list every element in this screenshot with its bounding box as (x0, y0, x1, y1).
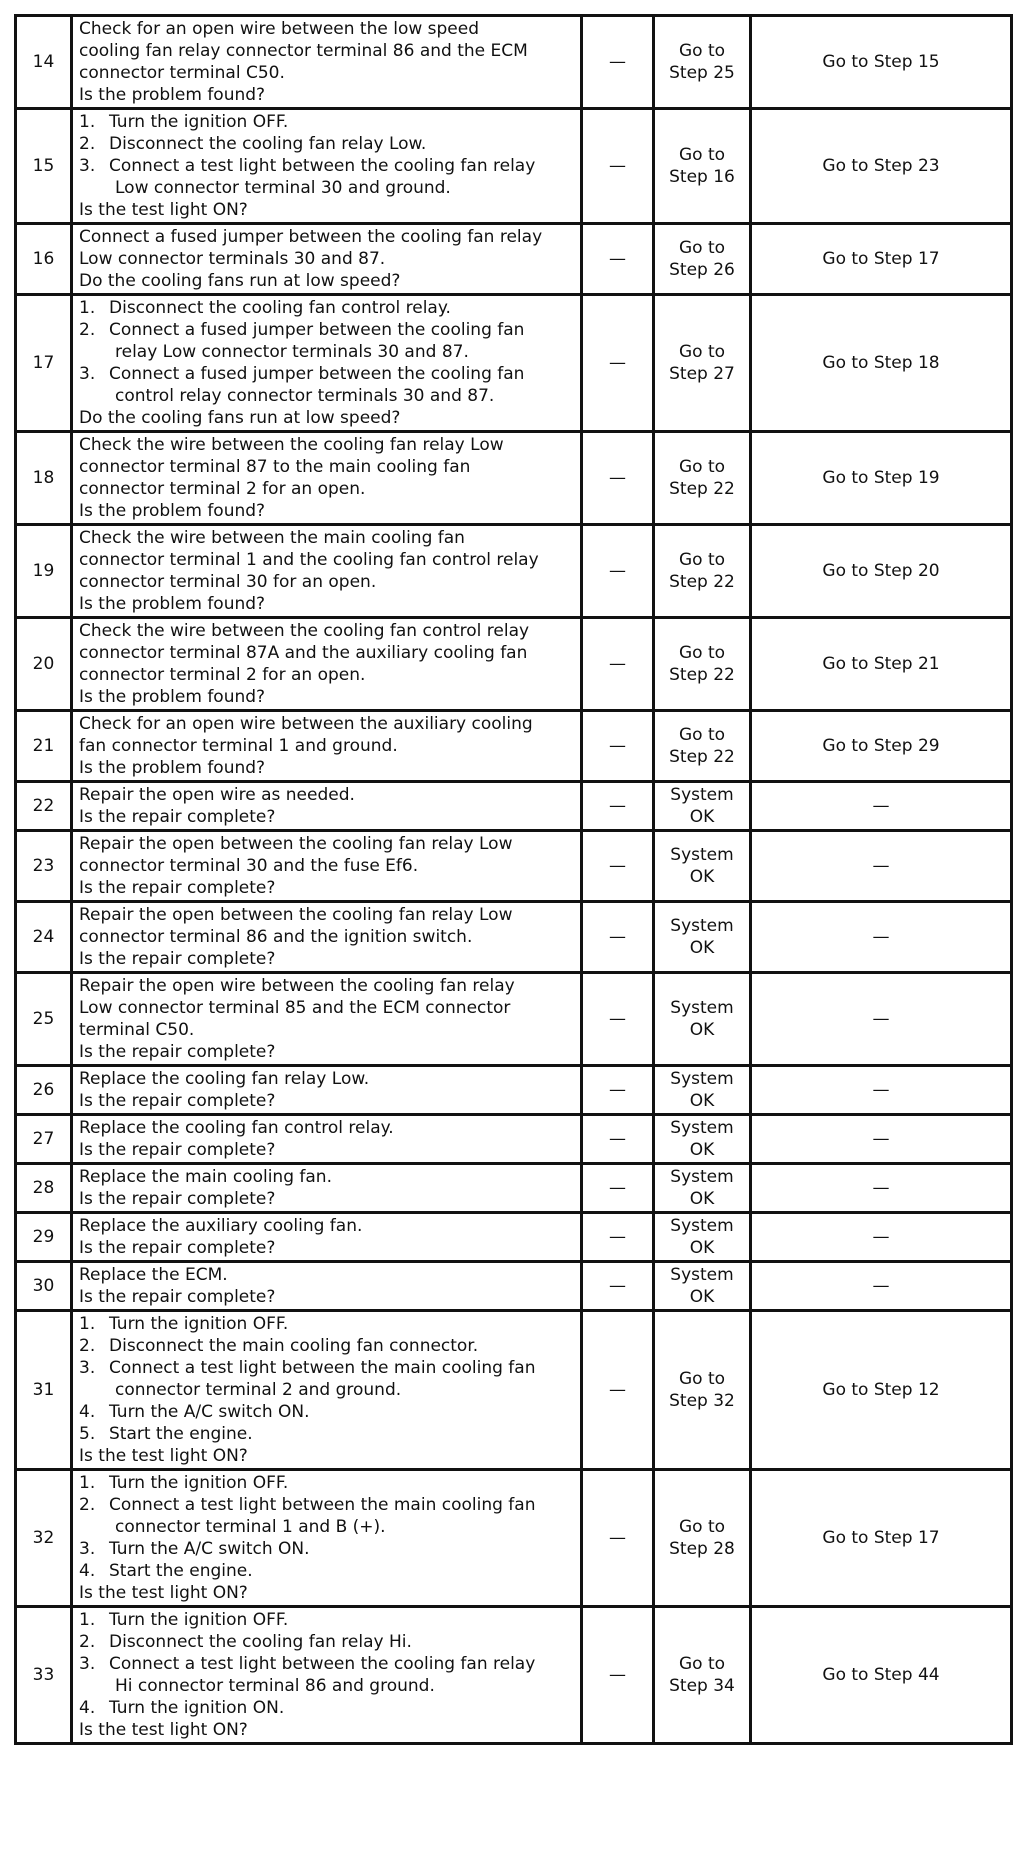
list-item-number: 1. (79, 1473, 96, 1493)
action-text-line: fan connector terminal 1 and ground. (79, 736, 398, 756)
yes-result-line: Step 32 (669, 1391, 735, 1411)
step-no-result: Go to Step 20 (751, 525, 1012, 618)
yes-result-line: Go to (678, 1654, 726, 1674)
step-value: — (582, 109, 654, 224)
table-row (16, 1311, 1012, 1470)
step-number: 26 (16, 1066, 72, 1115)
action-text-line: Replace the ECM. (79, 1265, 228, 1285)
yes-result-line: Go to (678, 1369, 726, 1389)
action-list-item (79, 1494, 576, 1516)
step-action (72, 711, 582, 782)
action-list-item (79, 1401, 576, 1423)
action-question: Do the cooling fans run at low speed? (79, 408, 401, 428)
step-yes-result (654, 432, 751, 525)
step-value: — (582, 831, 654, 902)
action-question: Is the repair complete? (79, 878, 276, 898)
action-text-line: Check the wire between the cooling fan relay Low (79, 435, 504, 455)
step-action (72, 831, 582, 902)
step-number: 16 (16, 224, 72, 295)
step-no-result: — (751, 1066, 1012, 1115)
action-text-line: connector terminal 86 and the ignition switch. (79, 927, 473, 947)
list-item-text: Start the engine. (109, 1561, 253, 1581)
yes-result-line: Step 27 (669, 364, 735, 384)
list-item-text: Connect a test light between the main cooling fan (109, 1495, 536, 1515)
step-number: 23 (16, 831, 72, 902)
list-item-number: 2. (79, 1495, 96, 1515)
list-item-text: Disconnect the cooling fan relay Hi. (109, 1632, 412, 1652)
table-row (16, 1115, 1012, 1164)
step-no-result: — (751, 1213, 1012, 1262)
action-text-line: connector terminal 1 and the cooling fan control relay (79, 550, 539, 570)
step-no-result: — (751, 831, 1012, 902)
step-value: — (582, 16, 654, 109)
action-text-line: cooling fan relay connector terminal 86 and the ECM (79, 41, 528, 61)
list-item-continuation: control relay connector terminals 30 and 87. (115, 386, 495, 406)
action-list-item (79, 1609, 576, 1631)
action-list-item (79, 297, 576, 319)
step-value: — (582, 432, 654, 525)
step-number: 28 (16, 1164, 72, 1213)
step-number: 19 (16, 525, 72, 618)
step-number: 21 (16, 711, 72, 782)
action-text-line: connector terminal 2 for an open. (79, 479, 366, 499)
action-text-line: Replace the main cooling fan. (79, 1167, 332, 1187)
list-item-continuation: Low connector terminal 30 and ground. (115, 178, 451, 198)
yes-result-line: Go to (678, 41, 726, 61)
action-question: Do the cooling fans run at low speed? (79, 271, 401, 291)
list-item-number: 2. (79, 1632, 96, 1652)
step-no-result: Go to Step 44 (751, 1607, 1012, 1744)
table-row (16, 1213, 1012, 1262)
step-action (72, 1115, 582, 1164)
yes-result-line: Step 22 (669, 572, 735, 592)
action-question: Is the test light ON? (79, 1720, 248, 1740)
list-item-number: 2. (79, 134, 96, 154)
list-item-text: Connect a test light between the cooling fan relay (109, 1654, 536, 1674)
action-list-item (79, 1472, 576, 1494)
action-question: Is the problem found? (79, 501, 266, 521)
step-no-result: Go to Step 12 (751, 1311, 1012, 1470)
list-item-number: 4. (79, 1561, 96, 1581)
step-no-result: Go to Step 19 (751, 432, 1012, 525)
step-action (72, 782, 582, 831)
step-no-result: Go to Step 15 (751, 16, 1012, 109)
action-text-line: Repair the open wire as needed. (79, 785, 355, 805)
step-action (72, 432, 582, 525)
yes-result-line: System (670, 845, 734, 865)
step-value: — (582, 973, 654, 1066)
action-question: Is the problem found? (79, 85, 266, 105)
list-item-text: Turn the A/C switch ON. (109, 1539, 310, 1559)
list-item-text: Start the engine. (109, 1424, 253, 1444)
yes-result-line: Step 34 (669, 1676, 735, 1696)
step-value: — (582, 618, 654, 711)
yes-result-line: Go to (678, 643, 726, 663)
yes-result-line: OK (689, 867, 715, 887)
step-action (72, 1066, 582, 1115)
action-text-line: connector terminal 2 for an open. (79, 665, 366, 685)
step-number: 30 (16, 1262, 72, 1311)
action-list-item (79, 1313, 576, 1335)
step-value: — (582, 902, 654, 973)
step-no-result: Go to Step 29 (751, 711, 1012, 782)
yes-result-line: System (670, 1216, 734, 1236)
action-text-line: terminal C50. (79, 1020, 195, 1040)
table-row (16, 1066, 1012, 1115)
table-row (16, 525, 1012, 618)
step-no-result: — (751, 902, 1012, 973)
list-item-text: Turn the ignition OFF. (109, 1610, 289, 1630)
list-item-text: Disconnect the cooling fan control relay. (109, 298, 451, 318)
step-yes-result (654, 16, 751, 109)
action-question: Is the repair complete? (79, 807, 276, 827)
table-row (16, 782, 1012, 831)
yes-result-line: OK (689, 1020, 715, 1040)
step-yes-result (654, 1262, 751, 1311)
step-value: — (582, 1607, 654, 1744)
yes-result-line: Step 22 (669, 747, 735, 767)
action-question: Is the problem found? (79, 687, 266, 707)
step-action (72, 1470, 582, 1607)
list-item-number: 5. (79, 1424, 96, 1444)
yes-result-line: Go to (678, 457, 726, 477)
step-yes-result (654, 902, 751, 973)
step-action (72, 1607, 582, 1744)
step-yes-result (654, 618, 751, 711)
action-text-line: Low connector terminal 85 and the ECM connector (79, 998, 511, 1018)
step-no-result: — (751, 1115, 1012, 1164)
list-item-number: 2. (79, 320, 96, 340)
action-question: Is the repair complete? (79, 1238, 276, 1258)
action-list-item (79, 1335, 576, 1357)
table-row (16, 618, 1012, 711)
action-list-item (79, 1423, 576, 1445)
step-number: 24 (16, 902, 72, 973)
yes-result-line: System (670, 1118, 734, 1138)
action-list-item (79, 1560, 576, 1582)
step-number: 33 (16, 1607, 72, 1744)
step-number: 25 (16, 973, 72, 1066)
step-value: — (582, 525, 654, 618)
step-action (72, 1164, 582, 1213)
action-text-line: Connect a fused jumper between the cooling fan relay (79, 227, 543, 247)
list-item-text: Connect a test light between the cooling fan relay (109, 156, 536, 176)
step-number: 29 (16, 1213, 72, 1262)
step-number: 22 (16, 782, 72, 831)
action-list-item (79, 1538, 576, 1560)
list-item-number: 1. (79, 112, 96, 132)
action-question: Is the test light ON? (79, 1583, 248, 1603)
table-row (16, 109, 1012, 224)
list-item-text: Turn the ignition ON. (109, 1698, 285, 1718)
step-yes-result (654, 1164, 751, 1213)
step-yes-result (654, 973, 751, 1066)
list-item-number: 3. (79, 1654, 96, 1674)
table-row (16, 831, 1012, 902)
yes-result-line: OK (689, 1287, 715, 1307)
action-list-item (79, 1357, 576, 1379)
yes-result-line: Step 22 (669, 479, 735, 499)
list-item-text: Turn the ignition OFF. (109, 1314, 289, 1334)
list-item-text: Disconnect the main cooling fan connector. (109, 1336, 479, 1356)
diagnostic-steps-table (14, 14, 1013, 1745)
table-row (16, 432, 1012, 525)
yes-result-line: Step 22 (669, 665, 735, 685)
action-text-line: connector terminal C50. (79, 63, 285, 83)
action-text-line: Repair the open between the cooling fan relay Low (79, 834, 513, 854)
list-item-text: Turn the ignition OFF. (109, 112, 289, 132)
yes-result-line: Step 28 (669, 1539, 735, 1559)
list-item-text: Connect a fused jumper between the cooling fan (109, 364, 525, 384)
step-value: — (582, 224, 654, 295)
action-list-item (79, 1697, 576, 1719)
step-yes-result (654, 224, 751, 295)
table-row (16, 224, 1012, 295)
action-question: Is the repair complete? (79, 1287, 276, 1307)
list-item-continuation: connector terminal 1 and B (+). (115, 1517, 386, 1537)
step-number: 20 (16, 618, 72, 711)
step-value: — (582, 1213, 654, 1262)
step-value: — (582, 295, 654, 432)
yes-result-line: System (670, 785, 734, 805)
step-action (72, 1213, 582, 1262)
action-text-line: Check the wire between the cooling fan control relay (79, 621, 530, 641)
step-value: — (582, 1311, 654, 1470)
action-list-item (79, 111, 576, 133)
list-item-continuation: connector terminal 2 and ground. (115, 1380, 402, 1400)
step-action (72, 295, 582, 432)
step-value: — (582, 1115, 654, 1164)
step-no-result: Go to Step 18 (751, 295, 1012, 432)
action-text-line: Check for an open wire between the auxiliary cooling (79, 714, 533, 734)
yes-result-line: OK (689, 807, 715, 827)
step-action (72, 16, 582, 109)
action-text-line: Check the wire between the main cooling fan (79, 528, 465, 548)
action-text-line: connector terminal 87 to the main cooling fan (79, 457, 471, 477)
action-question: Is the problem found? (79, 758, 266, 778)
action-text-line: Check for an open wire between the low speed (79, 19, 480, 39)
step-number: 17 (16, 295, 72, 432)
step-action (72, 1311, 582, 1470)
step-no-result: — (751, 1262, 1012, 1311)
step-yes-result (654, 109, 751, 224)
step-no-result: Go to Step 17 (751, 224, 1012, 295)
yes-result-line: Go to (678, 1517, 726, 1537)
yes-result-line: System (670, 1265, 734, 1285)
step-no-result: Go to Step 23 (751, 109, 1012, 224)
step-number: 15 (16, 109, 72, 224)
list-item-number: 3. (79, 364, 96, 384)
step-yes-result (654, 1607, 751, 1744)
list-item-number: 3. (79, 156, 96, 176)
list-item-text: Disconnect the cooling fan relay Low. (109, 134, 427, 154)
list-item-number: 4. (79, 1402, 96, 1422)
yes-result-line: Step 16 (669, 167, 735, 187)
step-action (72, 109, 582, 224)
step-value: — (582, 1262, 654, 1311)
table-row (16, 295, 1012, 432)
yes-result-line: Step 26 (669, 260, 735, 280)
step-action (72, 902, 582, 973)
step-yes-result (654, 711, 751, 782)
table-row (16, 711, 1012, 782)
action-question: Is the repair complete? (79, 1189, 276, 1209)
list-item-number: 4. (79, 1698, 96, 1718)
list-item-number: 1. (79, 1314, 96, 1334)
list-item-number: 1. (79, 1610, 96, 1630)
step-value: — (582, 1066, 654, 1115)
list-item-continuation: Hi connector terminal 86 and ground. (115, 1676, 435, 1696)
table-body (16, 16, 1012, 1744)
step-no-result: Go to Step 21 (751, 618, 1012, 711)
list-item-continuation: relay Low connector terminals 30 and 87. (115, 342, 469, 362)
action-question: Is the problem found? (79, 594, 266, 614)
list-item-number: 3. (79, 1358, 96, 1378)
list-item-number: 3. (79, 1539, 96, 1559)
step-yes-result (654, 1213, 751, 1262)
action-question: Is the repair complete? (79, 1140, 276, 1160)
list-item-text: Turn the ignition OFF. (109, 1473, 289, 1493)
action-list-item (79, 155, 576, 177)
action-list-item (79, 319, 576, 341)
table-row (16, 1262, 1012, 1311)
yes-result-line: Go to (678, 238, 726, 258)
step-number: 14 (16, 16, 72, 109)
step-action (72, 224, 582, 295)
table-row (16, 902, 1012, 973)
action-text-line: connector terminal 30 and the fuse Ef6. (79, 856, 419, 876)
step-value: — (582, 711, 654, 782)
yes-result-line: System (670, 1069, 734, 1089)
action-question: Is the test light ON? (79, 1446, 248, 1466)
yes-result-line: Go to (678, 550, 726, 570)
action-question: Is the repair complete? (79, 949, 276, 969)
action-question: Is the repair complete? (79, 1042, 276, 1062)
step-value: — (582, 1470, 654, 1607)
step-action (72, 618, 582, 711)
action-list-item (79, 363, 576, 385)
action-text-line: connector terminal 87A and the auxiliary cooling fan (79, 643, 528, 663)
yes-result-line: Go to (678, 145, 726, 165)
step-no-result: — (751, 973, 1012, 1066)
yes-result-line: System (670, 1167, 734, 1187)
step-yes-result (654, 1066, 751, 1115)
list-item-text: Turn the A/C switch ON. (109, 1402, 310, 1422)
step-yes-result (654, 1470, 751, 1607)
step-action (72, 525, 582, 618)
action-question: Is the test light ON? (79, 200, 248, 220)
list-item-text: Connect a fused jumper between the cooling fan (109, 320, 525, 340)
step-no-result: — (751, 782, 1012, 831)
yes-result-line: Go to (678, 725, 726, 745)
step-value: — (582, 1164, 654, 1213)
step-action (72, 1262, 582, 1311)
list-item-text: Connect a test light between the main cooling fan (109, 1358, 536, 1378)
table-row (16, 1470, 1012, 1607)
yes-result-line: Go to (678, 342, 726, 362)
step-yes-result (654, 295, 751, 432)
step-yes-result (654, 1115, 751, 1164)
yes-result-line: OK (689, 938, 715, 958)
action-text-line: Replace the cooling fan relay Low. (79, 1069, 370, 1089)
step-yes-result (654, 525, 751, 618)
action-text-line: Repair the open between the cooling fan relay Low (79, 905, 513, 925)
step-action (72, 973, 582, 1066)
step-no-result: Go to Step 17 (751, 1470, 1012, 1607)
step-yes-result (654, 782, 751, 831)
step-number: 18 (16, 432, 72, 525)
yes-result-line: Step 25 (669, 63, 735, 83)
table-row (16, 16, 1012, 109)
action-text-line: Low connector terminals 30 and 87. (79, 249, 386, 269)
step-yes-result (654, 831, 751, 902)
step-number: 32 (16, 1470, 72, 1607)
yes-result-line: OK (689, 1189, 715, 1209)
list-item-number: 2. (79, 1336, 96, 1356)
action-text-line: connector terminal 30 for an open. (79, 572, 377, 592)
action-list-item (79, 1653, 576, 1675)
action-text-line: Replace the auxiliary cooling fan. (79, 1216, 363, 1236)
yes-result-line: OK (689, 1238, 715, 1258)
yes-result-line: OK (689, 1091, 715, 1111)
action-question: Is the repair complete? (79, 1091, 276, 1111)
yes-result-line: System (670, 998, 734, 1018)
yes-result-line: OK (689, 1140, 715, 1160)
table-row (16, 1164, 1012, 1213)
action-list-item (79, 1631, 576, 1653)
action-text-line: Replace the cooling fan control relay. (79, 1118, 394, 1138)
step-yes-result (654, 1311, 751, 1470)
list-item-number: 1. (79, 298, 96, 318)
step-no-result: — (751, 1164, 1012, 1213)
action-list-item (79, 133, 576, 155)
table-row (16, 973, 1012, 1066)
step-value: — (582, 782, 654, 831)
step-number: 31 (16, 1311, 72, 1470)
step-number: 27 (16, 1115, 72, 1164)
yes-result-line: System (670, 916, 734, 936)
action-text-line: Repair the open wire between the cooling fan relay (79, 976, 515, 996)
table-row (16, 1607, 1012, 1744)
